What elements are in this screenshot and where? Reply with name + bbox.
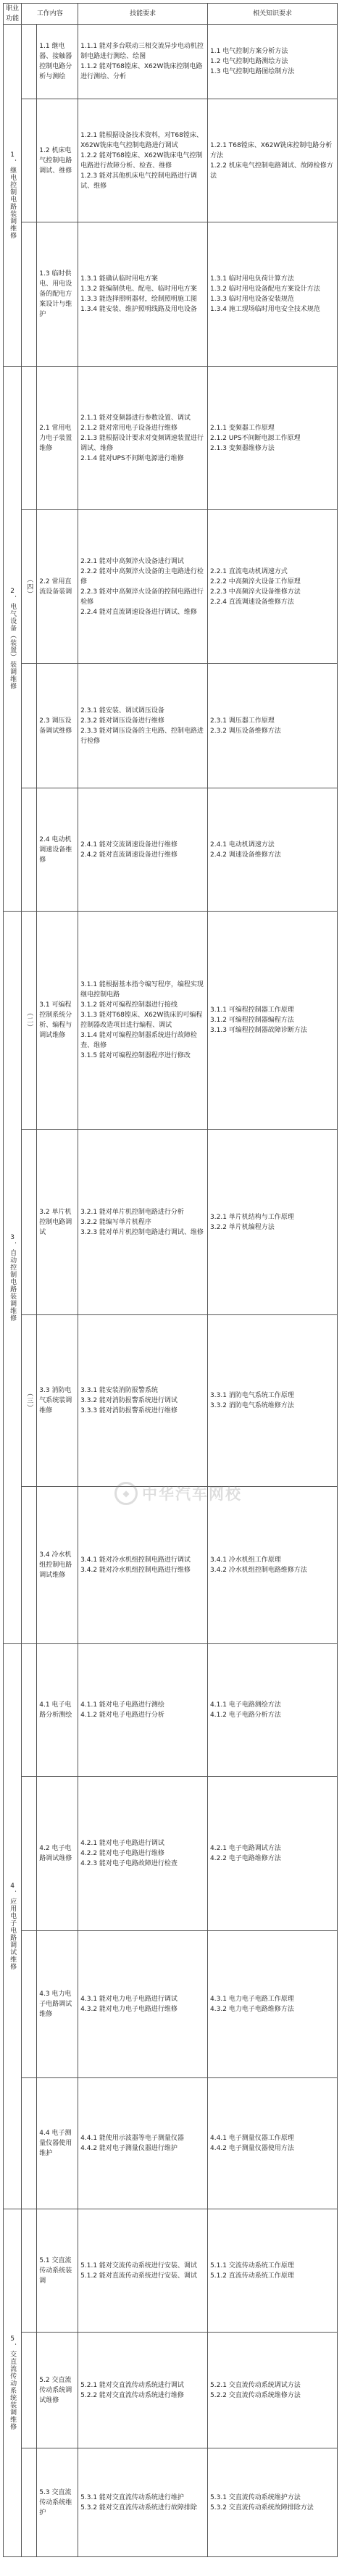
skill-item: 1.2.1 能根据设备技术资料，对T68镗床、X62W铣床电气控制电路进行调试 [80, 131, 203, 149]
skill-item: 1.3.1 能确认临时用电方案 [80, 275, 158, 283]
skill-item: 3.1.3 能对T68镗床、X62W铣床的可编程控制器改造项目进行编程、调试 [80, 1012, 203, 1029]
knowledge-cell [208, 664, 338, 788]
table-row [4, 664, 338, 788]
work-content-cell: 1.1 继电器、接触器控制电路分析与测绘 [37, 25, 78, 99]
knowledge-item: 1.2.2 机床电气控制电路调试、故障检修方法 [210, 162, 333, 180]
skill-item: 3.1.1 能根据基本指令编写程序，编程实现继电控制电路 [80, 981, 204, 999]
group-cell [22, 367, 37, 510]
knowledge-cell [208, 788, 338, 912]
skill-item: 3.4.1 能对冷水机组控制电路进行调试 [80, 1556, 191, 1564]
work-content-cell: 4.2 电子电路调试维修 [37, 1777, 78, 1931]
skill-item: 3.2.1 能对单片机控制电路进行分析 [80, 1208, 184, 1216]
table-row [4, 510, 338, 664]
skill-cell [78, 2448, 208, 2557]
knowledge-cell [208, 2078, 338, 2209]
group-cell [22, 1777, 37, 1931]
function-cell: 5．交直流传动系统装调维修 [4, 2209, 22, 2557]
knowledge-cell [208, 510, 338, 664]
skill-cell [78, 1315, 208, 1487]
skill-item: 3.4.2 能对冷水机组控制电路进行维修 [80, 1567, 191, 1574]
knowledge-cell [208, 1130, 338, 1315]
work-content-cell: 4.4 电子测量仪器使用维护 [37, 2078, 78, 2209]
work-content-cell: 3.2 单片机控制电路调试 [37, 1130, 78, 1315]
knowledge-item: 1.2 电气控制电路测绘方法 [210, 58, 288, 65]
skill-item: 3.3.1 能安装消防报警系统 [80, 1387, 158, 1394]
knowledge-item: 2.4.2 调速设备维修方法 [210, 851, 281, 859]
skill-item: 3.3.2 能对消防报警系统进行调试 [80, 1397, 178, 1404]
group-cell: （三） [22, 1315, 37, 1487]
watermark-logo-icon: ◆ [114, 1482, 138, 1505]
work-content-cell: 4.3 电力电子电路调试维修 [37, 1931, 78, 2078]
work-content-cell: 5.3 交直流传动系统维护 [37, 2448, 78, 2557]
skill-item: 4.3.1 能对电力电子电路进行调试 [80, 1996, 178, 2003]
skill-item: 4.4.2 能对电子测量仪器进行维护 [80, 2145, 178, 2152]
skill-cell [78, 1487, 208, 1644]
skill-item: 5.3.1 能对交直流传动系统进行维护 [80, 2493, 184, 2501]
group-cell [22, 1130, 37, 1315]
knowledge-item: 4.4.1 电子测量仪器工作原理 [210, 2135, 294, 2142]
skill-item: 2.3.1 能安装、调试调压设备 [80, 706, 164, 714]
skill-item: 2.1.4 能对UPS不间断电源进行维修 [80, 454, 184, 462]
knowledge-item: 1.3.3 临时用电设备安装规范 [210, 296, 294, 303]
group-cell [22, 99, 37, 222]
group-cell [22, 222, 37, 367]
skill-item: 4.1.1 能对电子电路进行测绘 [80, 1701, 164, 1709]
knowledge-cell [208, 2209, 338, 2333]
skill-item: 3.2.3 能对单片机控制电路进行调试、维修 [80, 1228, 204, 1236]
knowledge-cell [208, 1315, 338, 1487]
knowledge-item: 4.2.2 电子电路维修方法 [210, 1855, 281, 1862]
skill-item: 4.1.2 能对电子电路进行分析 [80, 1712, 164, 1719]
skill-item: 3.1.2 能对可编程控制器进行接线 [80, 1001, 178, 1009]
table-row [4, 1487, 338, 1644]
knowledge-item: 1.3.1 临时用电负荷计算方法 [210, 275, 294, 283]
skill-item: 5.2.1 能对交直流传动系统进行调试 [80, 2381, 184, 2389]
skill-item: 3.1.5 能对可编程控制器程序进行修改 [80, 1052, 191, 1059]
skill-item: 3.2.2 能编写单片机程序 [80, 1218, 151, 1226]
table-row [4, 367, 338, 510]
knowledge-cell [208, 1777, 338, 1931]
knowledge-cell [208, 2333, 338, 2448]
table-row [4, 2448, 338, 2557]
knowledge-item: 3.1.2 可编程控制器编程方法 [210, 1017, 294, 1024]
work-content-cell: 2.4 电动机调速设备维修 [37, 788, 78, 912]
skill-item: 3.1.4 能对可编程控制器系统进行故障检查、维修 [80, 1032, 197, 1049]
work-content-cell: 2.1 常用电力电子装置维修 [37, 367, 78, 510]
table-row [4, 25, 338, 99]
table-row [4, 1130, 338, 1315]
skill-item: 1.3.4 能安装、维护照明线路及用电设备 [80, 306, 197, 313]
table-row [4, 1777, 338, 1931]
group-cell [22, 1931, 37, 2078]
table-row [4, 1931, 338, 2078]
skill-item: 2.3.2 能对调压设备进行维修 [80, 717, 164, 725]
skill-cell [78, 2209, 208, 2333]
knowledge-item: 2.2.4 直流调速设备维修方法 [210, 598, 294, 606]
group-cell [22, 2333, 37, 2448]
table-row [4, 2078, 338, 2209]
work-content-cell: 5.2 交直流传动系统调试维修 [37, 2333, 78, 2448]
header-work-content: 工作内容 [22, 4, 78, 25]
group-cell [22, 2448, 37, 2557]
skill-item: 5.3.2 能对交直流传动系统进行故障排除 [80, 2504, 197, 2512]
skill-item: 5.2.2 能对交直流传动系统进行维修 [80, 2391, 184, 2399]
skill-cell [78, 99, 208, 222]
knowledge-item: 3.1.3 可编程控制器故障诊断方法 [210, 1027, 307, 1034]
knowledge-item: 5.3.1 交直流传动系统维护方法 [210, 2493, 301, 2501]
knowledge-item: 4.1.1 电子电路测绘方法 [210, 1701, 281, 1709]
skill-cell [78, 664, 208, 788]
knowledge-item: 1.2.1 T68镗床、X62W铣床控制电路分析方法 [210, 141, 333, 159]
knowledge-cell [208, 99, 338, 222]
skill-item: 4.2.2 能对电子电路进行维修 [80, 1850, 164, 1857]
skill-item: 1.1.1 能对多台联动三相交流异步电动机控制电路进行测绘、绘图 [80, 43, 204, 60]
group-cell [22, 788, 37, 912]
skill-item: 4.4.1 能使用示波器等电子测量仪器 [80, 2135, 184, 2142]
function-cell: 3．自动控制电路装调维修 [4, 912, 22, 1644]
work-content-cell: 1.3 临时供电、用电设备的配电方案设计与维护 [37, 222, 78, 367]
knowledge-item: 4.3.1 电力电子电路工作原理 [210, 1996, 294, 2003]
group-cell [22, 664, 37, 788]
header-skill-requirement: 技能要求 [78, 4, 208, 25]
function-cell: 1．继电控制电路装调维修 [4, 25, 22, 367]
group-cell [22, 2209, 37, 2333]
knowledge-item: 3.4.1 冷水机组工作原理 [210, 1556, 281, 1564]
table-row [4, 912, 338, 1130]
skill-cell [78, 788, 208, 912]
skill-item: 2.2.1 能对中高频淬火设备进行调试 [80, 557, 184, 565]
knowledge-item: 4.2.1 电子电路调试方法 [210, 1845, 281, 1852]
skill-item: 1.2.3 能对其他机床电气控制电路进行调试、维修 [80, 172, 197, 190]
skill-item: 2.2.2 能对中高频淬火设备的主电路进行检修 [80, 567, 204, 585]
work-content-cell: 4.1 电子电路分析测绘 [37, 1644, 78, 1777]
table-row [4, 2333, 338, 2448]
knowledge-cell [208, 1931, 338, 2078]
knowledge-item: 2.4.1 电动机调速方法 [210, 841, 275, 849]
knowledge-item: 5.1.1 交流传动系统工作原理 [210, 2262, 294, 2269]
skill-cell [78, 2078, 208, 2209]
knowledge-item: 2.3.2 调压设备维修方法 [210, 727, 281, 735]
knowledge-cell [208, 1644, 338, 1777]
skill-item: 5.1.1 能对交流传动系统进行安装、调试 [80, 2262, 197, 2269]
skill-cell [78, 1931, 208, 2078]
knowledge-item: 5.1.2 直流传动系统工作原理 [210, 2272, 294, 2280]
skill-cell [78, 25, 208, 99]
skill-item: 5.1.2 能对直流传动系统进行安装、调试 [80, 2272, 197, 2280]
group-cell [22, 1487, 37, 1644]
skill-item: 1.3.3 能选择照明器材，绘制照明施工图 [80, 296, 197, 303]
skills-table [3, 3, 338, 2557]
knowledge-cell [208, 1487, 338, 1644]
group-cell [22, 2078, 37, 2209]
knowledge-item: 3.3.1 消防电气系统工作原理 [210, 1392, 294, 1399]
skill-cell [78, 2333, 208, 2448]
skill-item: 4.2.3 能对电子电路故障进行检查 [80, 1860, 178, 1867]
skill-cell [78, 912, 208, 1130]
group-cell [22, 1644, 37, 1777]
knowledge-item: 5.2.2 交直流传动系统维修方法 [210, 2391, 301, 2399]
skill-cell [78, 1644, 208, 1777]
work-content-cell: 3.3 消防电气系统装调维修 [37, 1315, 78, 1487]
skill-item: 2.4.2 能对直流调速设备进行维修 [80, 851, 178, 859]
table-row [4, 222, 338, 367]
header-function: 职业功能 [4, 4, 22, 25]
knowledge-cell [208, 25, 338, 99]
header-row [4, 4, 338, 25]
skill-cell [78, 367, 208, 510]
knowledge-item: 3.3.2 消防电气系统维修方法 [210, 1402, 294, 1409]
knowledge-item: 2.2.3 中高频淬火设备维修方法 [210, 588, 301, 596]
knowledge-cell [208, 367, 338, 510]
table-row [4, 1315, 338, 1487]
knowledge-item: 3.4.2 冷水机组控制电路维修方法 [210, 1567, 307, 1574]
skill-item: 2.1.2 能对常用电子设备进行维修 [80, 424, 178, 432]
function-cell: 2．电气设备（装置）装调维修 [4, 367, 22, 912]
group-cell: （二） [22, 912, 37, 1130]
table-body [4, 25, 338, 2557]
knowledge-cell [208, 912, 338, 1130]
knowledge-item: 1.3.2 临时用电设备配电方案设计方法 [210, 285, 320, 293]
skill-item: 2.1.1 能对变频器进行参数设置、调试 [80, 414, 191, 422]
table-row [4, 99, 338, 222]
work-content-cell: 3.1 可编程控制系统分析、编程与调试维修 [37, 912, 78, 1130]
work-content-cell: 3.4 冷水机组控制电路调试维修 [37, 1487, 78, 1644]
knowledge-item: 1.1 电气控制方案分析方法 [210, 48, 288, 55]
group-cell [22, 25, 37, 99]
skill-cell [78, 1130, 208, 1315]
skill-cell [78, 1777, 208, 1931]
knowledge-item: 2.3.1 调压器工作原理 [210, 717, 275, 725]
knowledge-item: 1.3 电气控制电路图绘制方法 [210, 68, 295, 75]
work-content-cell: 2.2 常用直流设备装调 [37, 510, 78, 664]
skill-item: 3.3.3 能对消防报警系统进行维修 [80, 1407, 178, 1414]
skill-item: 2.2.3 能对中高频淬火设备的控制电路进行检修 [80, 588, 204, 606]
skill-item: 1.3.2 能编制供电、配电、临时用电方案 [80, 285, 197, 293]
knowledge-cell [208, 2448, 338, 2557]
skill-item: 2.1.3 能根据设计要求对变频调速装置进行调试、维修 [80, 434, 204, 452]
skill-item: 1.2.2 能对T68镗床、X62W铣床电气控制电路进行故障分析、检查、维修 [80, 151, 203, 170]
knowledge-item: 4.4.2 电子测量仪器使用方法 [210, 2145, 294, 2152]
work-content-cell: 1.2 机床电气控制电路调试、维修 [37, 99, 78, 222]
group-cell: （四） [22, 510, 37, 664]
knowledge-item: 1.3.4 施工现场临时用电安全技术规范 [210, 306, 320, 313]
knowledge-item: 5.2.1 交直流传动系统调试方法 [210, 2381, 301, 2389]
skill-item: 2.3.3 能对调压设备的主电路、控制电路进行检修 [80, 727, 204, 745]
knowledge-item: 2.1.1 变频器工作原理 [210, 424, 275, 432]
knowledge-item: 4.3.2 电力电子电路维修方法 [210, 2006, 294, 2013]
skill-item: 1.1.2 能对T68镗床、X62W铣床控制电路进行测绘、分析 [80, 63, 203, 80]
knowledge-item: 4.1.2 电子电路分析方法 [210, 1712, 281, 1719]
skill-cell [78, 222, 208, 367]
knowledge-item: 5.3.2 交直流传动系统故障排除方法 [210, 2504, 314, 2512]
skill-cell [78, 510, 208, 664]
work-content-cell: 5.1 交直流传动系统装调 [37, 2209, 78, 2333]
skill-item: 4.2.1 能对电子电路进行调试 [80, 1840, 164, 1847]
work-content-cell: 2.3 调压设备调试维修 [37, 664, 78, 788]
knowledge-item: 3.2.2 单片机编程方法 [210, 1223, 275, 1231]
knowledge-item: 3.2.1 单片机结构与工作原理 [210, 1213, 294, 1221]
knowledge-item: 2.2.1 直流电动机调速方式 [210, 567, 288, 575]
knowledge-cell [208, 222, 338, 367]
knowledge-item: 2.1.2 UPS不间断电源工作原理 [210, 434, 301, 442]
table-row [4, 2209, 338, 2333]
knowledge-item: 3.1.1 可编程控制器工作原理 [210, 1006, 294, 1014]
function-cell: 4．应用电子电路调试维修 [4, 1644, 22, 2209]
skill-item: 4.3.2 能对电力电子电路进行维修 [80, 2006, 178, 2013]
header-knowledge-requirement: 相关知识要求 [208, 4, 338, 25]
table-row [4, 1644, 338, 1777]
knowledge-item: 2.2.2 中高频淬火设备工作原理 [210, 578, 301, 585]
table-row [4, 788, 338, 912]
skill-item: 2.2.4 能对直流调速设备进行调试、维修 [80, 608, 197, 616]
watermark-text: 中华汽车网校 [142, 1485, 242, 1503]
knowledge-item: 2.1.3 变频器维修方法 [210, 444, 275, 452]
skill-item: 2.4.1 能对交流调速设备进行维修 [80, 841, 178, 849]
